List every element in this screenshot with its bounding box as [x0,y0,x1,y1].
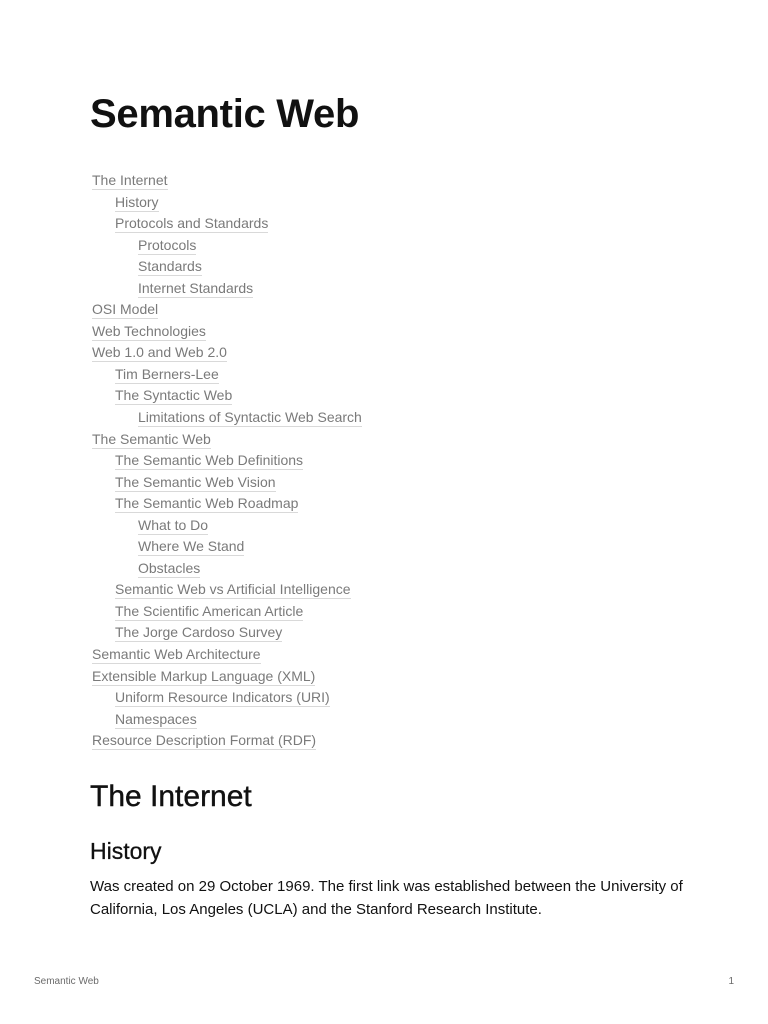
toc-link[interactable]: Semantic Web Architecture [92,646,261,663]
toc-link[interactable]: Standards [138,258,202,275]
toc-item [92,666,362,688]
toc-link[interactable]: Internet Standards [138,279,254,296]
toc-item [92,515,362,537]
footer-page-number: 1 [728,976,734,987]
toc-link[interactable]: Namespaces [115,710,197,727]
toc-link[interactable]: Web 1.0 and Web 2.0 [92,344,227,361]
toc-link[interactable]: Semantic Web vs Artificial Intelligence [115,581,351,598]
toc-item [92,407,362,429]
table-of-contents [92,170,362,752]
toc-link[interactable]: The Semantic Web Definitions [115,452,304,469]
toc-item [92,472,362,494]
toc-link[interactable]: The Semantic Web [92,430,211,447]
toc-item [92,256,362,278]
toc-link[interactable]: OSI Model [92,301,159,318]
toc-item [92,622,362,644]
toc-item [92,278,362,300]
toc-item [92,192,362,214]
toc-item [92,644,362,666]
toc-link[interactable]: Uniform Resource Indicators (URI) [115,689,330,706]
toc-link[interactable]: What to Do [138,516,209,533]
toc-link[interactable]: Limitations of Syntactic Web Search [138,409,362,426]
toc-link[interactable]: The Semantic Web Vision [115,473,276,490]
toc-link[interactable]: The Internet [92,172,168,188]
toc-link[interactable]: The Jorge Cardoso Survey [115,624,283,641]
toc-item [92,213,362,235]
page-title: Semantic Web [90,92,360,136]
toc-item [92,342,362,364]
toc-link[interactable]: Obstacles [138,559,201,576]
toc-item [92,299,362,321]
toc-item [92,385,362,407]
toc-link[interactable]: The Syntactic Web [115,387,233,404]
toc-item [92,429,362,451]
toc-item [92,558,362,580]
footer-document-title: Semantic Web [34,976,99,987]
toc-item [92,364,362,386]
toc-item [92,536,362,558]
section-paragraph: Was created on 29 October 1969. The first link was established between the University of California, Los Angeles (UCLA) and the Stanford Research Institute. [90,878,683,918]
toc-item [92,235,362,257]
toc-link[interactable]: History [115,193,159,210]
toc-link[interactable]: The Scientific American Article [115,602,304,619]
toc-item [92,601,362,623]
toc-item [92,493,362,515]
toc-item [92,709,362,731]
toc-link[interactable]: Web Technologies [92,322,206,339]
toc-link[interactable]: Resource Description Format (RDF) [92,732,317,749]
toc-link[interactable]: Tim Berners-Lee [115,365,219,382]
toc-item [92,170,362,192]
toc-item [92,730,362,752]
toc-link[interactable]: Where We Stand [138,538,245,555]
subsection-heading: History [90,838,162,864]
toc-link[interactable]: The Semantic Web Roadmap [115,495,299,512]
toc-link[interactable]: Extensible Markup Language (XML) [92,667,316,684]
section-heading: The Internet [90,780,252,813]
toc-item [92,579,362,601]
toc-item [92,450,362,472]
toc-item [92,321,362,343]
toc-link[interactable]: Protocols and Standards [115,215,269,232]
toc-link[interactable]: Protocols [138,236,197,253]
toc-item [92,687,362,709]
